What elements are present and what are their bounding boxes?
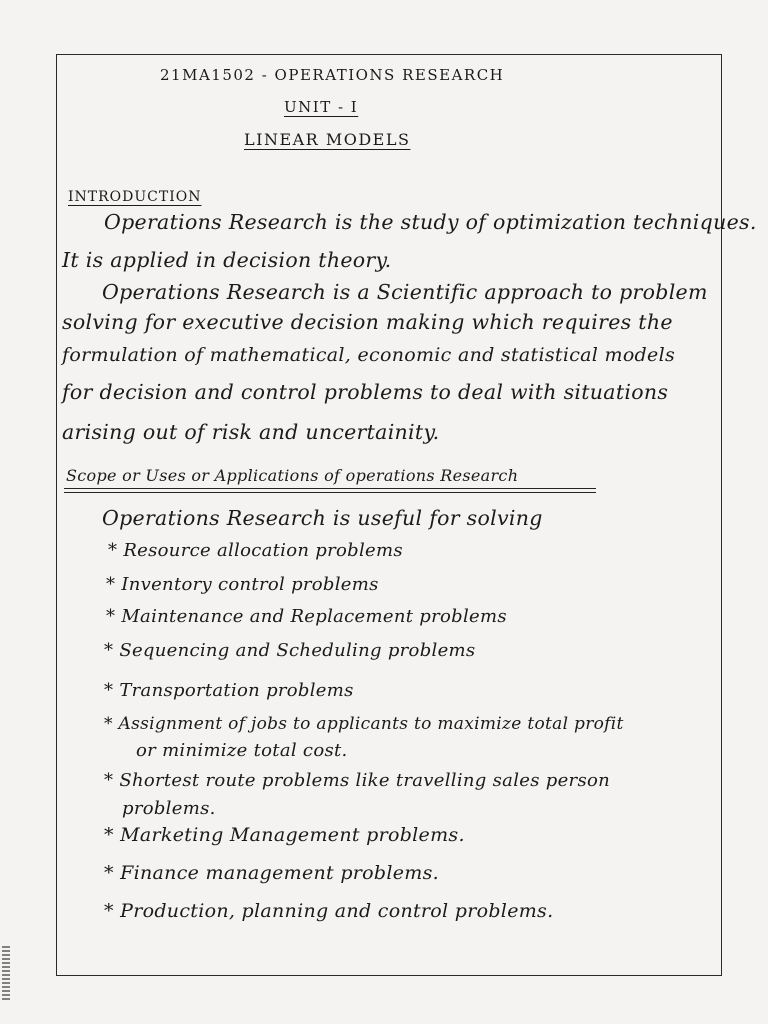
course-title: 21MA1502 - OPERATIONS RESEARCH: [160, 66, 505, 84]
list-item: * Sequencing and Scheduling problems: [104, 640, 476, 661]
list-item: * Inventory control problems: [106, 574, 379, 595]
list-item: * Assignment of jobs to applicants to maximize total profit: [104, 714, 624, 734]
heading-underline: [64, 488, 596, 489]
list-item: * Resource allocation problems: [108, 540, 403, 561]
list-item: * Finance management problems.: [104, 862, 439, 884]
intro-line: It is applied in decision theory.: [62, 248, 392, 272]
list-item: * Maintenance and Replacement problems: [106, 606, 507, 627]
intro-line: Operations Research is the study of optimization techniques.: [104, 210, 757, 234]
intro-line: for decision and control problems to deal with situations: [62, 380, 669, 404]
page-title: LINEAR MODELS: [244, 130, 411, 149]
intro-line: Operations Research is a Scientific approach to problem: [102, 280, 708, 304]
unit-label: UNIT - I: [284, 98, 359, 116]
list-item-continuation: or minimize total cost.: [136, 740, 348, 761]
scan-edge-mark: [2, 944, 10, 1000]
list-item: * Production, planning and control problems.: [104, 900, 554, 922]
intro-line: arising out of risk and uncertainity.: [62, 420, 440, 444]
intro-line: solving for executive decision making which requires the: [62, 310, 673, 334]
list-item: * Shortest route problems like travelling sales person: [104, 770, 611, 791]
scope-heading: Scope or Uses or Applications of operations Research: [66, 466, 519, 485]
introduction-heading: INTRODUCTION: [68, 189, 202, 205]
heading-underline: [64, 492, 596, 493]
list-item-continuation: problems.: [122, 798, 216, 819]
list-item: * Transportation problems: [104, 680, 354, 701]
intro-line: formulation of mathematical, economic and statistical models: [62, 344, 675, 366]
list-item: * Marketing Management problems.: [104, 824, 465, 846]
scope-lead: Operations Research is useful for solving: [102, 506, 543, 530]
